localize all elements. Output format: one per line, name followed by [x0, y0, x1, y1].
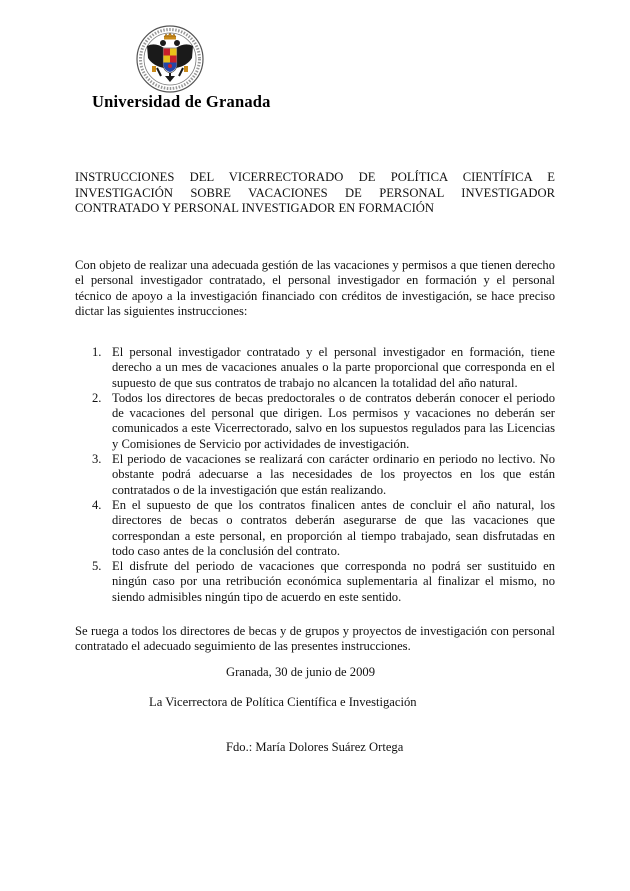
list-item	[90, 391, 555, 452]
list-item	[90, 452, 555, 498]
list-item-text: El disfrute del periodo de vacaciones que corresponda no podrá ser sustituido en ningún caso por una retribución económica suplementaria al finalizar el mismo, no siendo admisibles ningún tipo de acuerdo en este sentido.	[112, 559, 555, 604]
university-name: Universidad de Granada	[92, 92, 271, 111]
list-item	[90, 559, 555, 605]
list-item-number: 5.	[92, 559, 102, 574]
closing-paragraph: Se ruega a todos los directores de becas y de grupos y proyectos de investigación con personal contratado el adecuado seguimiento de las presentes instrucciones.	[75, 624, 555, 654]
title-line: INSTRUCCIONES DEL VICERRECTORADO DE POLÍTICA CIENTÍFICA E	[75, 170, 555, 184]
list-item-text: El periodo de vacaciones se realizará con carácter ordinario en periodo no lectivo. No obstante podrá adecuarse a las necesidades de los proyectos en los que están contratados o de la investigación que están realizando.	[112, 452, 555, 497]
signer-role: La Vicerrectora de Política Científica e Investigación	[149, 695, 417, 709]
title-line: INVESTIGACIÓN SOBRE VACACIONES DE PERSONAL INVESTIGADOR	[75, 185, 555, 200]
intro-paragraph: Con objeto de realizar una adecuada gestión de las vacaciones y permisos a que tienen derecho el personal investigador contratado, el personal investigador en formación y el personal técnico de apoyo a la investigación financiado con créditos de investigación, se hace preciso dictar las siguientes instrucciones:	[75, 258, 555, 319]
list-item-text: El personal investigador contratado y el personal investigador en formación, tiene derecho a un mes de vacaciones anuales o la parte proporcional que corresponda en el supuesto de que sus contratos de trabajo no alcancen la totalidad del año natural.	[112, 345, 555, 390]
list-item	[90, 498, 555, 559]
signature-line: Fdo.: María Dolores Suárez Ortega	[226, 740, 404, 754]
university-seal-icon	[135, 24, 205, 94]
list-item-text: En el supuesto de que los contratos finalicen antes de concluir el año natural, los directores de becas o contratos deberán asegurarse de que las vacaciones que correspondan a este personal, en proporción al tiempo trabajado, sean disfrutadas en todo caso antes de la conclusión del contrato.	[112, 497, 555, 558]
list-item-text: Todos los directores de becas predoctorales o de contratos deberán conocer el periodo de vacaciones del personal que dirigen. Los permisos y vacaciones no deberán ser comunicados a este Vicerrectorado, salvo en los supuestos regulados para las Licencias y Comisiones de Servicio por actividades de investigación.	[112, 390, 555, 451]
list-item-number: 2.	[92, 390, 102, 405]
date-line: Granada, 30 de junio de 2009	[226, 665, 375, 679]
instructions-list	[90, 345, 555, 605]
list-item-number: 4.	[92, 497, 102, 512]
list-item-number: 3.	[92, 452, 102, 467]
list-item	[90, 345, 555, 391]
document-title	[75, 170, 555, 217]
list-item-number: 1.	[92, 345, 102, 359]
title-line: CONTRATADO Y PERSONAL INVESTIGADOR EN FORMACIÓN	[75, 201, 434, 215]
